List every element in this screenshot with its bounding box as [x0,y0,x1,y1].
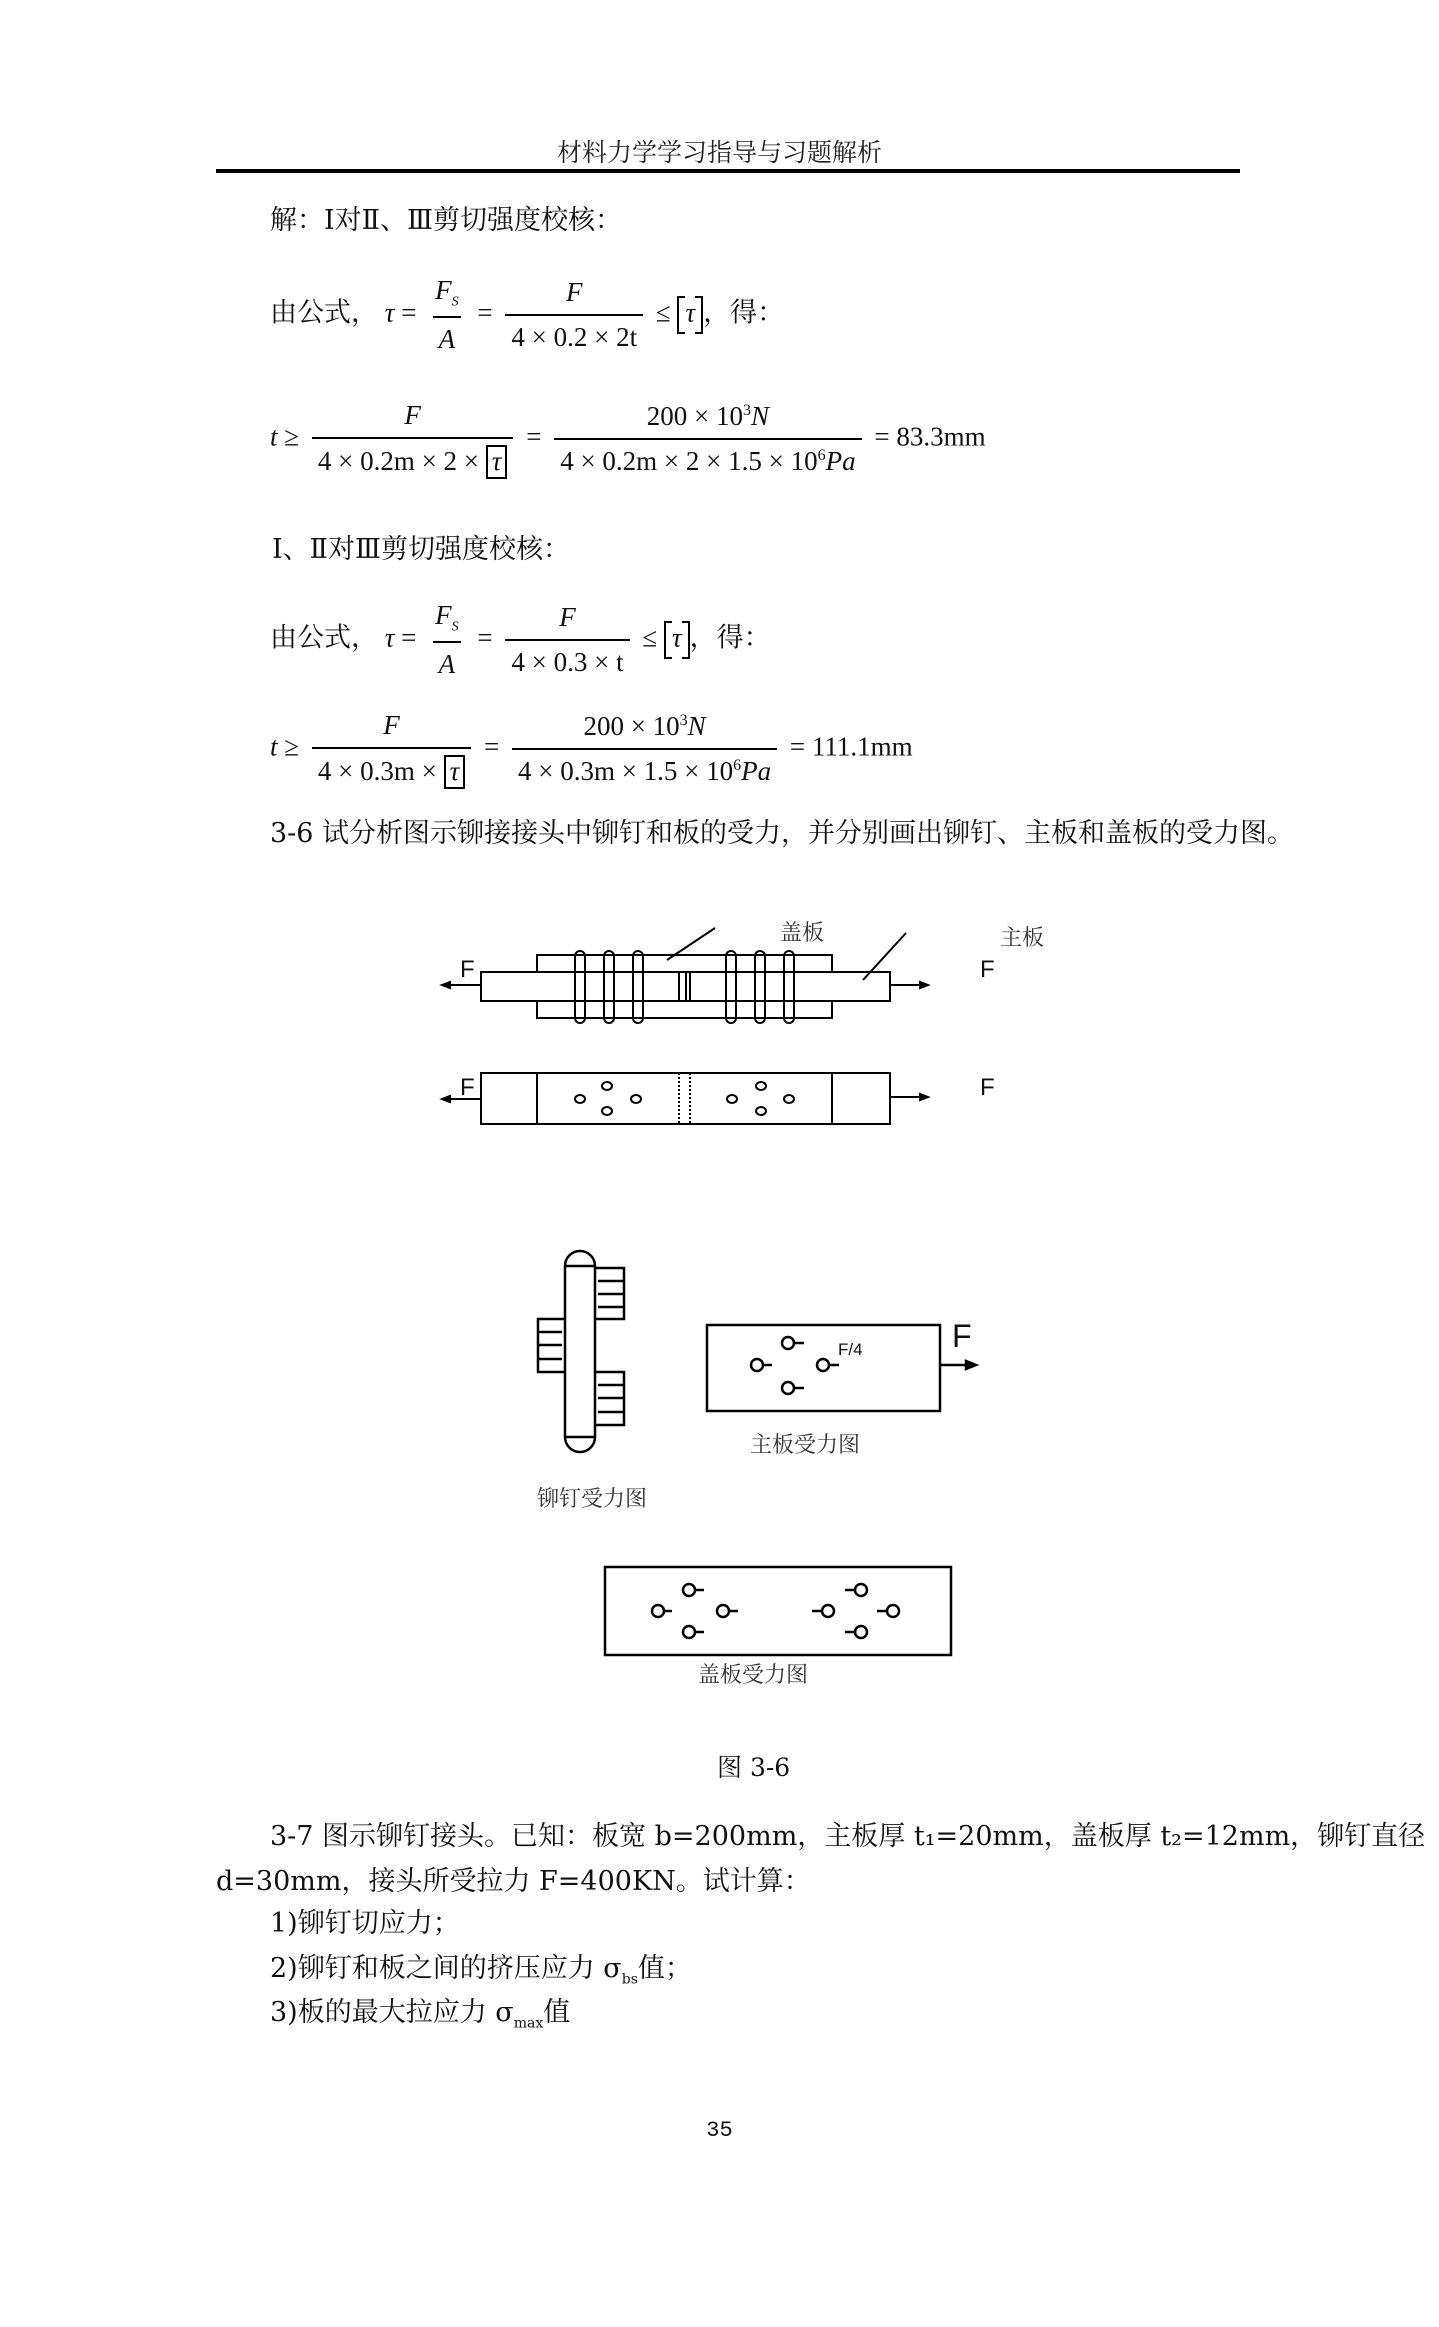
force-label-left-side: F [460,956,475,983]
den-base: 4 × 0.2m × 2 × 1.5 × 10 [560,446,818,477]
num-exp: 3 [679,712,688,730]
result-thickness-1: t ≥ $\frac{F}{4 \times 0.2m \times 2 \times \tau}$ = $\frac{200 \times 10^3N}{4 \times 0.2m \times 2 \times 1.5 \times 10^6Pa}$ = 83.3mm [270,400,986,479]
result-value: = 111.1mm [789,731,913,762]
formula-suffix: ，得： [703,297,785,328]
label-cover-plate: 盖板 [780,921,825,946]
allowable-tau: τ [685,297,696,328]
problem-3-6-statement: 3-6 试分析图示铆接接头中铆钉和板的受力，并分别画出铆钉、主板和盖板的受力图。 [270,818,1295,849]
solution-heading-1: 解：Ⅰ对Ⅱ、Ⅲ剪切强度校核： [270,205,623,236]
main-plate-force-diagram [707,1325,976,1411]
le-symbol: ≤ [655,297,671,328]
force-label-main-plate: F [952,1318,972,1354]
fs-main: F [435,600,452,630]
force-label-right-side: F [980,956,995,983]
num-exp: 3 [743,402,751,420]
fs-sub: S [451,619,459,635]
sigma-subscript: bs [621,1971,638,1988]
sigma-symbol: σ [495,1997,514,2028]
area-symbol: A [433,316,462,355]
sigma-subscript: max [513,2015,544,2032]
running-header-title: 材料力学学习指导与习题解析 [556,138,882,167]
cover-plate-force-diagram [605,1567,951,1655]
sigma-symbol: σ [603,1953,622,1984]
force-label-right-top: F [980,1074,995,1101]
allowable-tau: τ [444,755,466,789]
ge-symbol: ≥ [284,421,300,452]
quarter-force-label: F/4 [838,1340,863,1359]
item-suffix: 值 [543,1997,571,2028]
force-label-left-top: F [460,1074,475,1101]
item-text: 1)铆钉切应力； [270,1908,460,1939]
area-expression: 4 × 0.3 × t [505,639,629,678]
num-unit: N [687,711,706,742]
problem-3-7-item-2 [270,1955,692,1986]
tau-symbol: τ [384,297,395,328]
force-symbol: F [559,602,576,633]
t-symbol: t [270,731,278,762]
formula-shear-stress-1: 由公式， τ = $\frac{F_S}{A}$ = $\frac{F}{4 \times 0.2 \times 2t}$ ≤ τ ，得： [270,275,785,355]
problem-3-7-statement-line2: d=30mm，接头所受拉力 F=400KN。试计算： [216,1866,811,1897]
problem-3-7-statement-line1: 3-7 图示铆钉接头。已知：板宽 b=200mm，主板厚 t₁=20mm，盖板厚 t₂=12mm，铆钉直径 [270,1821,1426,1852]
num-base: 200 × 10 [646,401,743,432]
problem-3-7-item-3 [270,1999,570,2030]
rivet-diagram-caption: 铆钉受力图 [537,1487,648,1512]
den-unit: Pa [825,446,856,477]
main-plate-diagram-caption: 主板受力图 [750,1433,861,1458]
problem-3-7-item-1 [270,1910,460,1937]
t-symbol: t [270,421,278,452]
den-exp: 6 [733,757,742,775]
allowable-tau: τ [671,622,682,653]
num-unit: N [751,401,770,432]
figure-caption: 图 3-6 [717,1753,791,1782]
area-symbol: A [433,641,462,680]
cover-plate-diagram-caption: 盖板受力图 [698,1663,809,1688]
den-expression: 4 × 0.3m × [317,756,444,786]
allowable-tau: τ [486,445,508,479]
le-symbol: ≤ [642,622,658,653]
formula-suffix: ，得： [689,622,771,653]
formula-prefix: 由公式， [270,622,378,653]
force-symbol: F [404,400,421,430]
formula-prefix: 由公式， [270,297,378,328]
item-suffix: 值； [637,1953,692,1984]
page-number: 35 [706,2118,733,2143]
den-exp: 6 [817,447,826,465]
force-symbol: F [383,710,400,740]
ge-symbol: ≥ [284,731,300,762]
fs-main: F [435,275,452,305]
rivet-force-diagram [538,1251,624,1452]
num-base: 200 × 10 [583,711,680,742]
side-view-joint [442,928,928,1023]
item-text: 2)铆钉和板之间的挤压应力 [270,1953,604,1984]
tau-symbol: τ [384,622,395,653]
formula-shear-stress-2: 由公式， τ = $\frac{F_S}{A}$ = $\frac{F}{4 \times 0.3 \times t}$ ≤ τ ，得： [270,600,771,680]
label-main-plate: 主板 [1000,926,1045,951]
result-value: = 83.3mm [874,421,986,452]
force-symbol: F [566,277,583,308]
den-base: 4 × 0.3m × 1.5 × 10 [517,756,734,787]
result-thickness-2: t ≥ $\frac{F}{4 \times 0.3m \times \tau}$ = $\frac{200 \times 10^3N}{4 \times 0.3m \times 1.5 \times 10^6Pa}$ = 111.1mm [270,710,913,789]
top-view-joint [442,1073,928,1124]
solution-heading-2: Ⅰ、Ⅱ对Ⅲ剪切强度校核： [272,534,571,565]
den-unit: Pa [741,756,772,787]
den-expression: 4 × 0.2m × 2 × [317,446,486,476]
area-expression: 4 × 0.2 × 2t [505,314,643,353]
item-text: 3)板的最大拉应力 [270,1997,496,2028]
fs-sub: S [451,294,459,310]
